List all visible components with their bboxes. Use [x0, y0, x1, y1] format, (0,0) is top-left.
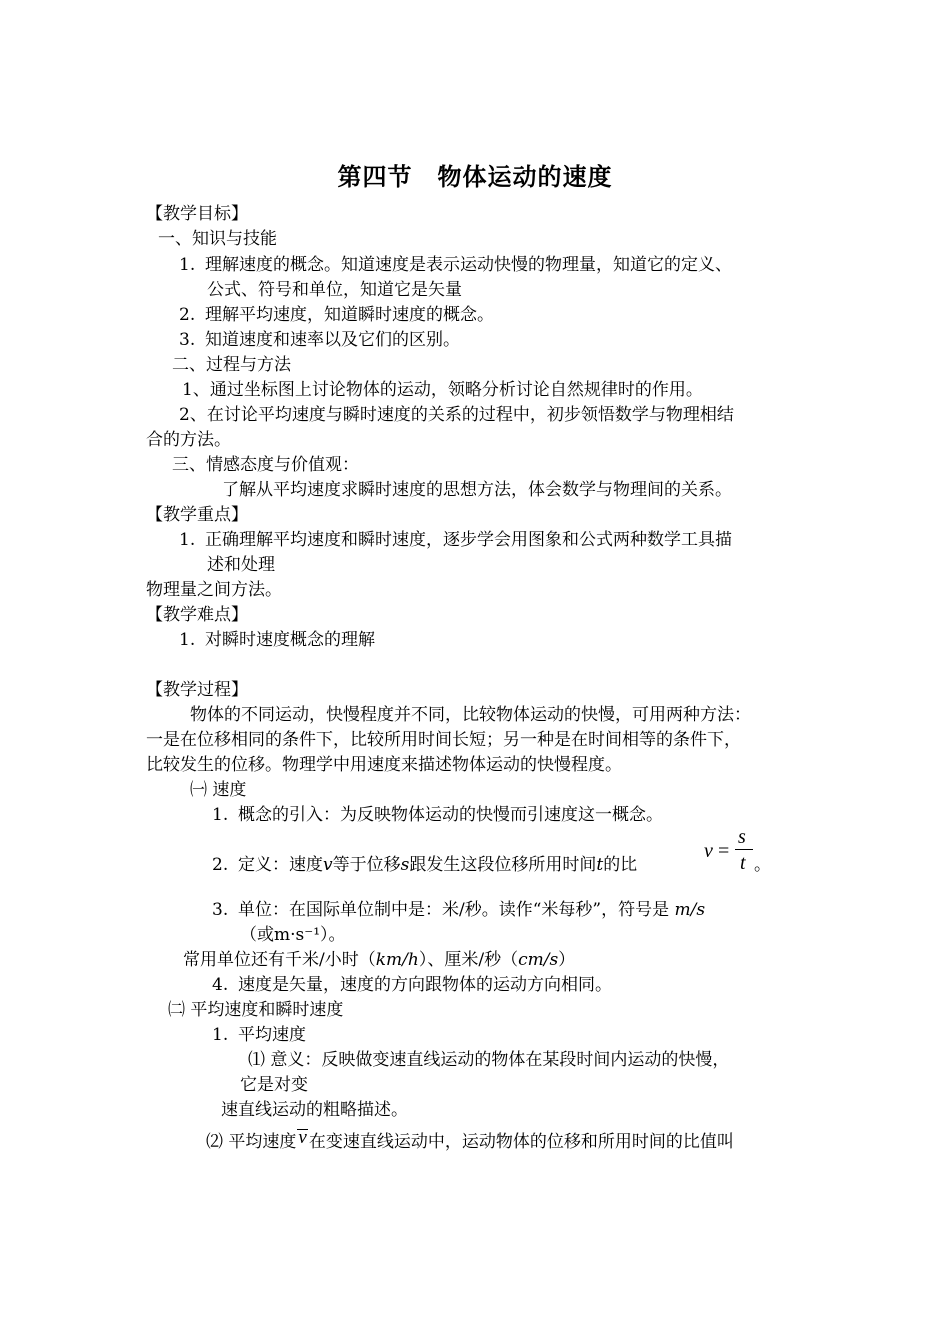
item-text: 在变速直线运动中，运动物体的位移和所用时间的比值叫: [308, 1132, 734, 1152]
item-text: 理解平均速度，知道瞬时速度的概念。: [205, 305, 494, 325]
fraction-bar: [735, 849, 753, 850]
intro-line-2: 一是在位移相同的条件下，比较所用时间长短；另一种是在时间相等的条件下，: [146, 730, 741, 750]
unit-kmh: km/h: [375, 950, 419, 970]
average-velocity-symbol: v: [298, 1127, 307, 1148]
item-text: ⑵ 平均速度: [206, 1132, 297, 1152]
item-number: 2.: [179, 305, 196, 325]
meaning-line-2: 它是对变: [240, 1075, 308, 1095]
page-title: 第四节 物体运动的速度: [337, 163, 613, 191]
emotion-heading: 三、情感态度与价值观：: [172, 455, 359, 475]
intro-line-1: 物体的不同运动，快慢程度并不同，比较物体运动的快慢，可用两种方法：: [190, 705, 751, 725]
item-text: 正确理解平均速度和瞬时速度，逐步学会用图象和公式两种数学工具描: [205, 530, 732, 550]
difficulty-item-1: [179, 628, 375, 653]
formula-denominator: t: [740, 852, 746, 874]
item-text: 跟发生这段位移所用时间: [409, 855, 597, 875]
item-text: 对瞬时速度概念的理解: [205, 630, 375, 650]
average-heading: ㈡ 平均速度和瞬时速度: [168, 1000, 344, 1020]
common-units: [183, 948, 575, 973]
teaching-process-heading: 【教学过程】: [146, 680, 248, 700]
average-item-1: [212, 1023, 306, 1048]
knowledge-item-1-cont: 公式、符号和单位，知道它是矢量: [207, 280, 462, 300]
item-number: 1.: [179, 530, 196, 550]
item-text: 理解速度的概念。知道速度是表示运动快慢的物理量，知道它的定义、: [205, 255, 732, 275]
item-text: ）、厘米/秒（: [418, 950, 519, 970]
item-number: 1.: [212, 805, 229, 825]
meaning-line-3: 速直线运动的粗略描述。: [221, 1100, 408, 1120]
speed-item-1: [212, 803, 663, 828]
key-point-item-1-cont: 述和处理: [207, 555, 275, 575]
knowledge-item-3: [179, 328, 460, 353]
intro-line-3: 比较发生的位移。物理学中用速度来描述物体运动的快慢程度。: [146, 755, 622, 775]
formula-numerator: s: [738, 826, 746, 848]
speed-heading: ㈠ 速度: [190, 780, 247, 800]
symbol-v: v: [323, 855, 333, 875]
symbol-t: t: [596, 855, 604, 875]
knowledge-item-1: [179, 253, 732, 278]
item-text: 单位：在国际单位制中是：米/秒。读作“米每秒”，符号是: [238, 900, 670, 920]
average-definition: [206, 1127, 734, 1155]
item-text: 常用单位还有千米/小时（: [183, 950, 376, 970]
key-point-item-1-cont2: 物理量之间方法。: [146, 580, 282, 600]
formula-v: v: [704, 840, 713, 862]
unit-cms: cm/s: [518, 950, 559, 970]
item-number: 1.: [212, 1025, 229, 1045]
item-text: 定义：速度: [238, 855, 323, 875]
item-text: 速度是矢量，速度的方向跟物体的运动方向相同。: [238, 975, 612, 995]
speed-item-3-cont: （或m·s⁻¹）。: [240, 925, 346, 945]
speed-item-3: [212, 898, 705, 923]
difficulties-heading: 【教学难点】: [146, 605, 248, 625]
process-item-2: 2、在讨论平均速度与瞬时速度的关系的过程中，初步领悟数学与物理相结: [179, 405, 734, 425]
process-heading: 二、过程与方法: [172, 355, 291, 375]
item-number: 4.: [212, 975, 229, 995]
item-text: 平均速度: [238, 1025, 306, 1045]
item-text: 概念的引入：为反映物体运动的快慢而引速度这一概念。: [238, 805, 663, 825]
knowledge-heading: 一、知识与技能: [158, 229, 277, 249]
knowledge-item-2: [179, 303, 494, 328]
key-points-heading: 【教学重点】: [146, 505, 248, 525]
formula-period: 。: [754, 855, 771, 875]
item-text: 的比: [603, 855, 638, 875]
item-text: 知道速度和速率以及它们的区别。: [205, 330, 460, 350]
item-number: 3.: [212, 900, 229, 920]
objectives-heading: 【教学目标】: [146, 204, 248, 224]
speed-item-2: [212, 853, 637, 878]
speed-item-4: [212, 973, 612, 998]
item-text: 等于位移: [332, 855, 401, 875]
emotion-item: 了解从平均速度求瞬时速度的思想方法，体会数学与物理间的关系。: [222, 480, 732, 500]
process-item-1: 1、通过坐标图上讨论物体的运动，领略分析讨论自然规律时的作用。: [182, 380, 703, 400]
item-text: ）: [558, 950, 576, 970]
key-point-item-1: [179, 528, 732, 553]
item-number: 1.: [179, 630, 196, 650]
unit-ms: m/s: [674, 900, 706, 920]
item-number: 1.: [179, 255, 196, 275]
item-number: 3.: [179, 330, 196, 350]
meaning-line-1: ⑴ 意义：反映做变速直线运动的物体在某段时间内运动的快慢，: [248, 1050, 730, 1070]
item-number: 2.: [212, 855, 229, 875]
formula-equals: =: [718, 840, 730, 862]
process-item-2-cont: 合的方法。: [146, 430, 231, 450]
symbol-s: s: [400, 855, 410, 875]
